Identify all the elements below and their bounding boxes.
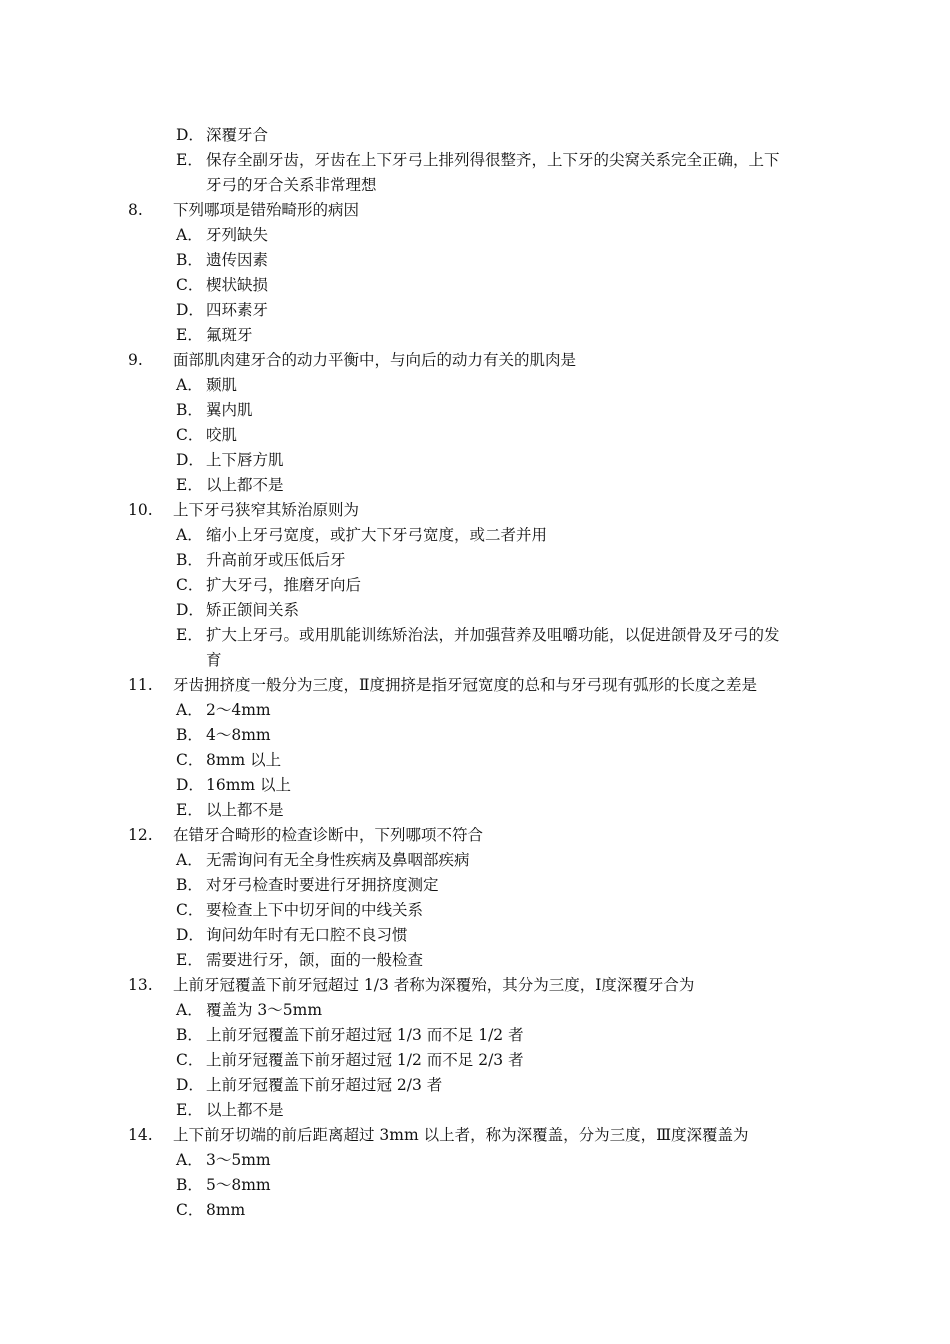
option-text: 无需询问有无全身性疾病及鼻咽部疾病 xyxy=(206,851,470,869)
option-line xyxy=(0,273,950,298)
option-line xyxy=(0,623,950,648)
option-letter: D． xyxy=(176,601,204,619)
question-text: 面部肌肉建牙合的动力平衡中，与向后的动力有关的肌肉是 xyxy=(173,351,577,369)
option-letter: D． xyxy=(176,451,204,469)
option-letter: A． xyxy=(176,851,203,869)
option-text: 覆盖为 3～5mm xyxy=(206,1001,323,1019)
option-text: 4～8mm xyxy=(206,726,271,744)
option-letter: E． xyxy=(176,1101,203,1119)
option-line xyxy=(0,698,950,723)
option-line xyxy=(0,773,950,798)
question-line xyxy=(0,673,950,698)
question-block xyxy=(0,1123,950,1223)
option-line xyxy=(0,1073,950,1098)
continued-options xyxy=(0,123,950,198)
option-line xyxy=(0,423,950,448)
option-letter: C． xyxy=(176,276,204,294)
option-text: 询问幼年时有无口腔不良习惯 xyxy=(206,926,408,944)
option-text: 对牙弓检查时要进行牙拥挤度测定 xyxy=(206,876,439,894)
option-text: 上下唇方肌 xyxy=(206,451,284,469)
option-letter: B． xyxy=(176,551,203,569)
question-block xyxy=(0,498,950,673)
option-line xyxy=(0,1173,950,1198)
question-block xyxy=(0,348,950,498)
question-block xyxy=(0,198,950,348)
option-letter: A． xyxy=(176,526,203,544)
option-text: 要检查上下中切牙间的中线关系 xyxy=(206,901,424,919)
option-text: 8mm xyxy=(206,1201,246,1219)
option-line xyxy=(0,798,950,823)
option-letter: D． xyxy=(176,776,204,794)
option-letter: E． xyxy=(176,951,203,969)
option-text: 四环素牙 xyxy=(206,301,269,319)
option-letter: C． xyxy=(176,1051,204,1069)
option-line xyxy=(0,123,950,148)
option-text: 牙列缺失 xyxy=(206,226,269,244)
option-letter: A． xyxy=(176,226,203,244)
option-text: 5～8mm xyxy=(206,1176,271,1194)
option-line xyxy=(0,373,950,398)
option-text: 以上都不是 xyxy=(206,801,284,819)
option-line xyxy=(0,848,950,873)
option-line xyxy=(0,923,950,948)
option-letter: C． xyxy=(176,1201,204,1219)
option-letter: B． xyxy=(176,1176,203,1194)
question-block xyxy=(0,973,950,1123)
option-letter: D． xyxy=(176,926,204,944)
option-letter: C． xyxy=(176,426,204,444)
question-text: 上下牙弓狭窄其矫治原则为 xyxy=(173,501,360,519)
option-letter: D． xyxy=(176,126,204,144)
option-letter: D． xyxy=(176,301,204,319)
option-line xyxy=(0,223,950,248)
question-text: 下列哪项是错殆畸形的病因 xyxy=(173,201,360,219)
option-line xyxy=(0,1098,950,1123)
option-line xyxy=(0,723,950,748)
option-letter: A． xyxy=(176,376,203,394)
option-text: 扩大牙弓，推磨牙向后 xyxy=(206,576,362,594)
option-line xyxy=(0,748,950,773)
option-letter: A． xyxy=(176,1151,203,1169)
option-letter: A． xyxy=(176,701,203,719)
option-continuation: 育 xyxy=(206,651,222,669)
option-line xyxy=(0,948,950,973)
option-line xyxy=(0,473,950,498)
option-text: 16mm 以上 xyxy=(206,776,292,794)
question-text: 在错牙合畸形的检查诊断中，下列哪项不符合 xyxy=(173,826,484,844)
option-line xyxy=(0,298,950,323)
option-line xyxy=(0,873,950,898)
option-line xyxy=(0,1148,950,1173)
question-number: 8. xyxy=(128,201,143,219)
question-text: 上下前牙切端的前后距离超过 3mm 以上者，称为深覆盖，分为三度，Ⅲ度深覆盖为 xyxy=(173,1126,749,1144)
option-letter: E． xyxy=(176,326,203,344)
question-text: 牙齿拥挤度一般分为三度，Ⅱ度拥挤是指牙冠宽度的总和与牙弓现有弧形的长度之差是 xyxy=(173,676,758,694)
question-line xyxy=(0,823,950,848)
option-letter: E． xyxy=(176,151,203,169)
question-line xyxy=(0,348,950,373)
option-text: 保存全副牙齿，牙齿在上下牙弓上排列得很整齐，上下牙的尖窝关系完全正确，上下 xyxy=(206,151,780,169)
option-letter: B． xyxy=(176,876,203,894)
option-line xyxy=(0,998,950,1023)
option-letter: B． xyxy=(176,1026,203,1044)
option-text: 需要进行牙，颌，面的一般检查 xyxy=(206,951,424,969)
option-continuation: 牙弓的牙合关系非常理想 xyxy=(206,176,377,194)
option-letter: D． xyxy=(176,1076,204,1094)
question-number: 13. xyxy=(128,976,153,994)
option-text: 氟斑牙 xyxy=(206,326,253,344)
question-number: 14. xyxy=(128,1126,153,1144)
option-text: 翼内肌 xyxy=(206,401,253,419)
option-text: 咬肌 xyxy=(206,426,238,444)
option-letter: C． xyxy=(176,751,204,769)
question-block xyxy=(0,673,950,823)
question-line xyxy=(0,198,950,223)
option-line xyxy=(0,1023,950,1048)
option-text: 以上都不是 xyxy=(206,476,284,494)
option-text: 8mm 以上 xyxy=(206,751,282,769)
question-number: 11. xyxy=(128,676,153,694)
option-line xyxy=(0,523,950,548)
option-text: 2～4mm xyxy=(206,701,271,719)
option-line xyxy=(0,898,950,923)
option-text: 楔状缺损 xyxy=(206,276,269,294)
option-text: 深覆牙合 xyxy=(206,126,269,144)
option-text: 上前牙冠覆盖下前牙超过冠 2/3 者 xyxy=(206,1076,443,1094)
option-text: 上前牙冠覆盖下前牙超过冠 1/2 而不足 2/3 者 xyxy=(206,1051,524,1069)
question-block xyxy=(0,823,950,973)
option-text: 以上都不是 xyxy=(206,1101,284,1119)
option-letter: C． xyxy=(176,901,204,919)
question-number: 9. xyxy=(128,351,143,369)
option-line xyxy=(0,598,950,623)
question-line xyxy=(0,498,950,523)
option-text: 3～5mm xyxy=(206,1151,271,1169)
question-number: 10. xyxy=(128,501,153,519)
question-number: 12. xyxy=(128,826,153,844)
option-letter: A． xyxy=(176,1001,203,1019)
question-line xyxy=(0,1123,950,1148)
option-letter: E． xyxy=(176,626,203,644)
option-line xyxy=(0,248,950,273)
option-text: 遗传因素 xyxy=(206,251,269,269)
question-line xyxy=(0,973,950,998)
option-letter: B． xyxy=(176,251,203,269)
option-letter: B． xyxy=(176,726,203,744)
option-text: 上前牙冠覆盖下前牙超过冠 1/3 而不足 1/2 者 xyxy=(206,1026,524,1044)
option-letter: E． xyxy=(176,476,203,494)
option-line xyxy=(0,323,950,348)
option-text: 缩小上牙弓宽度，或扩大下牙弓宽度，或二者并用 xyxy=(206,526,548,544)
option-letter: E． xyxy=(176,801,203,819)
option-text: 颞肌 xyxy=(206,376,238,394)
option-line xyxy=(0,573,950,598)
option-text: 扩大上牙弓。或用肌能训练矫治法，并加强营养及咀嚼功能，以促进颌骨及牙弓的发 xyxy=(206,626,780,644)
option-line xyxy=(0,1048,950,1073)
option-line xyxy=(0,448,950,473)
option-line xyxy=(0,548,950,573)
question-text: 上前牙冠覆盖下前牙冠超过 1/3 者称为深覆殆，其分为三度，Ⅰ度深覆牙合为 xyxy=(173,976,695,994)
option-line xyxy=(0,1198,950,1223)
option-letter: B． xyxy=(176,401,203,419)
option-line xyxy=(0,398,950,423)
option-line xyxy=(0,148,950,173)
option-letter: C． xyxy=(176,576,204,594)
option-text: 矫正颌间关系 xyxy=(206,601,300,619)
option-text: 升高前牙或压低后牙 xyxy=(206,551,346,569)
